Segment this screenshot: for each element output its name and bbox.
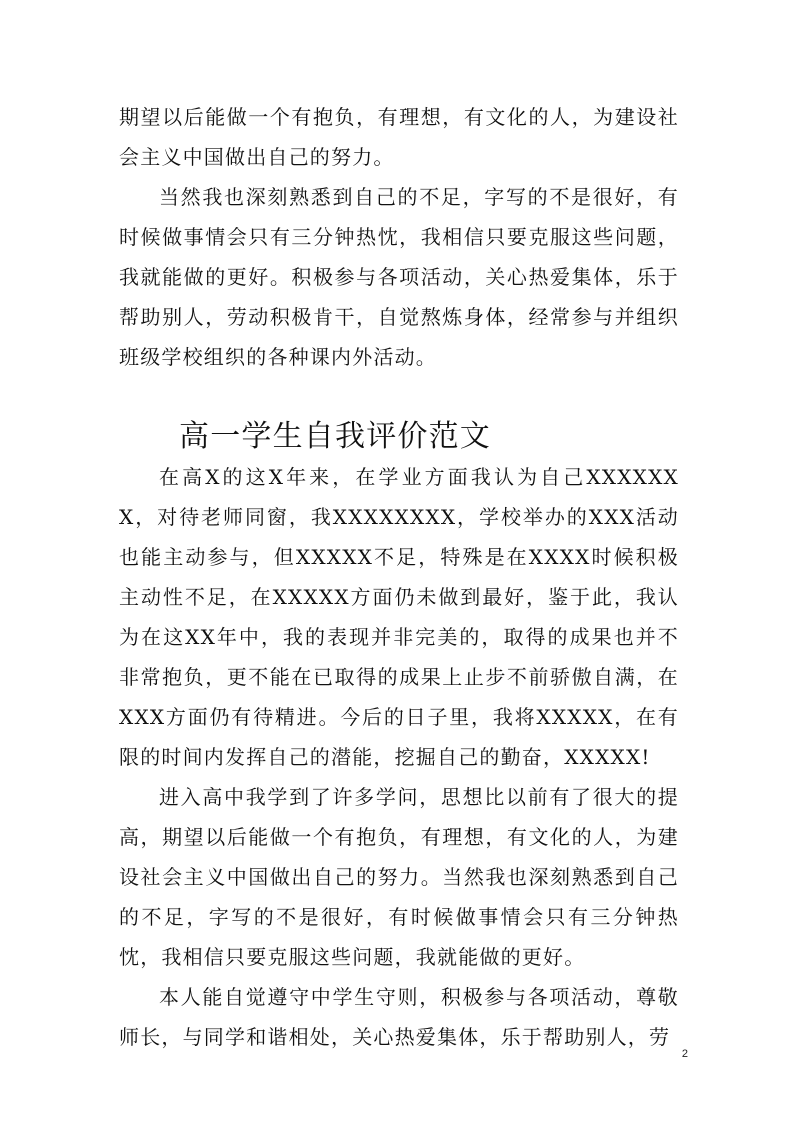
section-title: 高一学生自我评价范文 [179, 419, 491, 454]
paragraph-code-of-conduct: 本人能自觉遵守中学生守则，积极参与各项活动，尊敬师长，与同学和谐相处，关心热爱集体，乐于帮助别人，劳 [119, 985, 679, 1049]
page-number: 2 [681, 1048, 688, 1060]
paragraph-continuation: 期望以后能做一个有抱负，有理想，有文化的人，为建设社会主义中国做出自己的努力。 [119, 105, 679, 169]
paragraph-high-school-learning: 进入高中我学到了许多学问，思想比以前有了很大的提高，期望以后能做一个有抱负，有理想，有文化的人，为建设社会主义中国做出自己的努力。当然我也深刻熟悉到自己的不足，字写的不是很好，有时候做事情会只有三分钟热忱，我相信只要克服这些问题，我就能做的更好。 [119, 785, 679, 969]
paragraph-template-evaluation: 在高X的这X年来，在学业方面我认为自己XXXXXXX，对待老师同窗，我XXXXXXXX，学校举办的XXX活动也能主动参与，但XXXXX不足，特殊是在XXXX时候积极主动性不足，在XXXXX方面仍未做到最好，鉴于此，我认为在这XX年中，我的表现并非完美的，取得的成果也并不非常抱负，更不能在已取得的成果上止步不前骄傲自满，在XXX方面仍有待精进。今后的日子里，我将XXXXX，在有限的时间内发挥自己的潜能，挖掘自己的勤奋，XXXXX! [119, 465, 679, 769]
paragraph-self-awareness: 当然我也深刻熟悉到自己的不足，字写的不是很好，有时候做事情会只有三分钟热忱，我相信只要克服这些问题，我就能做的更好。积极参与各项活动，关心热爱集体，乐于帮助别人，劳动积极肯干，自觉熬炼身体，经常参与并组织班级学校组织的各种课内外活动。 [119, 185, 679, 369]
document-body [119, 97, 679, 1057]
section-spacer [119, 377, 679, 417]
